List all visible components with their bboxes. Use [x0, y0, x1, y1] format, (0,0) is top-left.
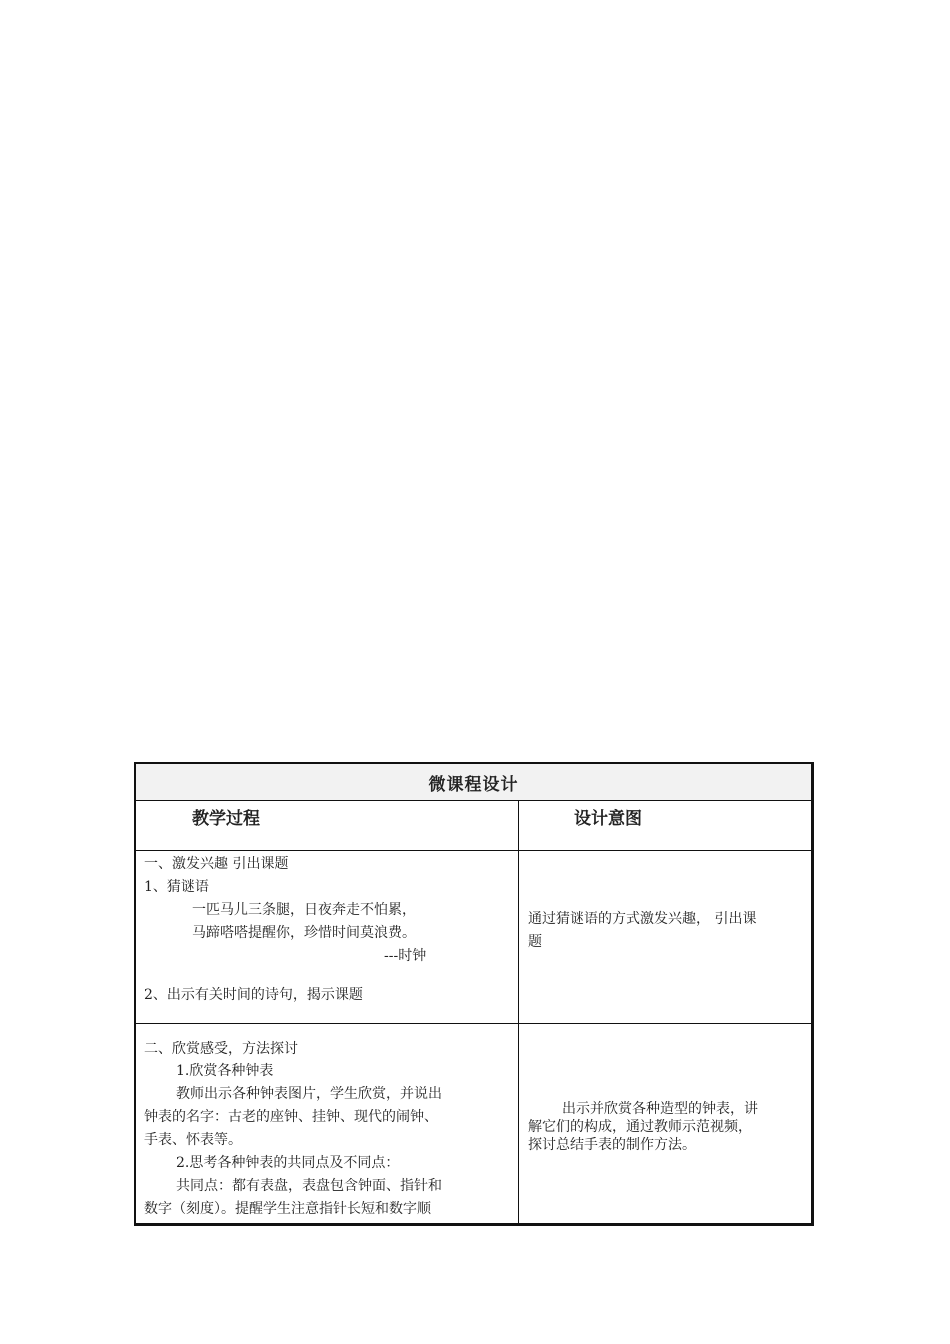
table-title-text: 微课程设计 [428, 774, 519, 795]
row2-sub2: 2.思考各种钟表的共同点及不同点： [176, 1155, 400, 1171]
row1-intent-line2: 题 [528, 934, 542, 950]
column-divider [518, 800, 519, 1223]
riddle-answer: ---时钟 [384, 948, 427, 964]
header-divider [136, 850, 811, 851]
row1-item1: 1、猜谜语 [144, 879, 209, 895]
row2-para2-line2: 数字（刻度）。提醒学生注意指针长短和数字顺 [144, 1201, 431, 1217]
row2-sub1: 1.欣赏各种钟表 [176, 1063, 274, 1079]
lesson-design-table [134, 762, 814, 1226]
row2-intent-line2: 解它们的构成，通过教师示范视频， [528, 1119, 752, 1135]
row2-para2-line1: 共同点：都有表盘，表盘包含钟面、指针和 [176, 1178, 442, 1194]
row2-intent-line3: 探讨总结手表的制作方法。 [528, 1137, 696, 1153]
row-divider [136, 1023, 811, 1024]
row1-item2: 2、出示有关时间的诗句，揭示课题 [144, 987, 363, 1003]
row2-heading: 二、欣赏感受，方法探讨 [144, 1041, 298, 1057]
col-header-process: 教学过程 [192, 809, 260, 829]
row1-intent-line1: 通过猜谜语的方式激发兴趣， 引出课 [528, 911, 757, 927]
row1-heading: 一、激发兴趣 引出课题 [144, 856, 289, 872]
row2-intent-line1: 出示并欣赏各种造型的钟表，讲 [562, 1101, 758, 1117]
row2-para1-line2: 钟表的名字：古老的座钟、挂钟、现代的闹钟、 [144, 1109, 438, 1125]
row2-para1-line3: 手表、怀表等。 [144, 1132, 242, 1148]
table-title [136, 764, 811, 801]
riddle-line1: 一匹马儿三条腿，日夜奔走不怕累， [192, 902, 416, 918]
riddle-line2: 马蹄嗒嗒提醒你，珍惜时间莫浪费。 [192, 925, 416, 941]
row2-para1-line1: 教师出示各种钟表图片，学生欣赏，并说出 [176, 1086, 442, 1102]
col-header-intent: 设计意图 [574, 809, 642, 829]
